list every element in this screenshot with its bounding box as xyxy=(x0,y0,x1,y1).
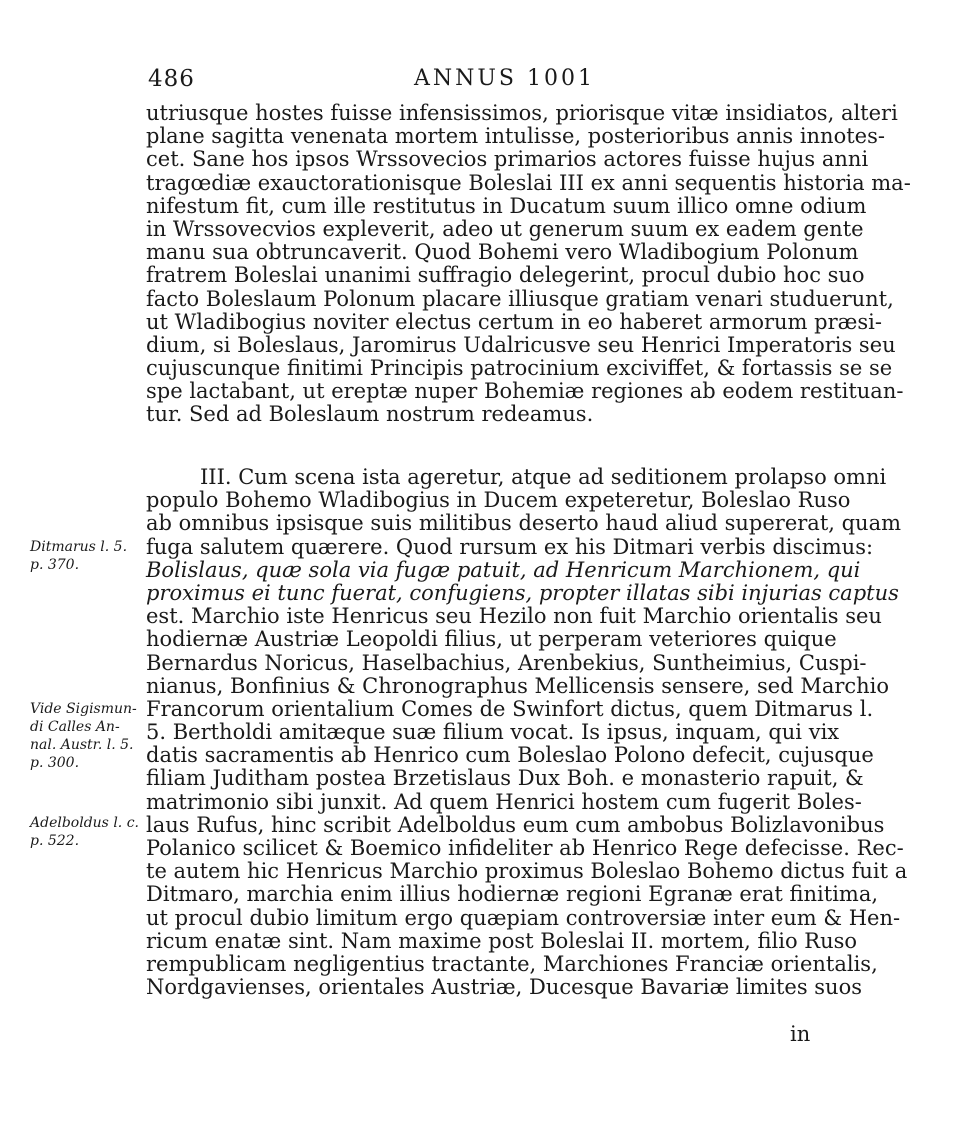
text-line: populo Bohemo Wladibogius in Ducem expeteretur, Boleslao Ruso xyxy=(146,488,851,513)
text-line: tragœdiæ exauctorationisque Boleslai III ex anni sequentis historia ma- xyxy=(146,170,911,195)
text-line: proximus ei tunc fuerat, confugiens, propter illatas sibi injurias captus xyxy=(146,580,899,605)
margin-note-line: nal. Austr. l. 5. xyxy=(30,737,134,753)
text-line: III. Cum scena ista ageretur, atque ad seditionem prolapso omni xyxy=(200,465,887,489)
text-line: nianus, Bonfinius & Chronographus Mellicensis sensere, sed Marchio xyxy=(146,673,890,698)
text-line: laus Rufus, hinc scribit Adelboldus eum cum ambobus Bolizlavonibus xyxy=(146,812,885,837)
text-line: in Wrssovecvios expleverit, adeo ut generum suum ex eadem gente xyxy=(146,216,864,241)
margin-note-line: Ditmarus l. 5. xyxy=(30,539,128,555)
text-line: fuga salutem quærere. Quod rursum ex his Ditmari verbis discimus: xyxy=(146,534,874,559)
text-line: spe lactabant, ut ereptæ nuper Bohemiæ regiones ab eodem restituan- xyxy=(146,379,904,404)
running-header xyxy=(148,66,828,96)
text-line: fratrem Boleslai unanimi suffragio delegerint, procul dubio hoc suo xyxy=(146,263,865,288)
margin-note-line: Adelboldus l. c. xyxy=(30,815,139,831)
text-line: cujuscunque finitimi Principis patrocinium exciviffet, & fortassis se se xyxy=(146,356,893,381)
text-line: Francorum orientalium Comes de Swinfort dictus, quem Ditmarus l. xyxy=(146,696,874,721)
text-line: te autem hic Henricus Marchio proximus Boleslao Bohemo dictus fuit a xyxy=(146,859,908,884)
text-line: ab omnibus ipsisque suis militibus deserto haud aliud supererat, quam xyxy=(146,511,902,536)
text-line: ricum enatæ sint. Nam maxime post Boleslai II. mortem, filio Ruso xyxy=(146,928,858,953)
margin-note-line: p. 522. xyxy=(30,833,80,849)
margin-note-line: p. 370. xyxy=(30,557,80,573)
text-line: facto Boleslaum Polonum placare illiusque gratiam venari studuerunt, xyxy=(146,286,894,311)
text-line: Nordgavienses, orientales Austriæ, Ducesque Bavariæ limites suos xyxy=(146,975,862,1000)
text-line: Bernardus Noricus, Haselbachius, Arenbekius, Suntheimius, Cuspi- xyxy=(146,650,867,675)
text-line: ut Wladibogius noviter electus certum in eo haberet armorum præsi- xyxy=(146,309,882,334)
page-number: 486 xyxy=(148,66,195,92)
text-line: utriusque hostes fuisse infensissimos, priorisque vitæ insidiatos, alteri xyxy=(146,101,898,125)
text-line: ut procul dubio limitum ergo quæpiam controversiæ inter eum & Hen- xyxy=(146,905,901,930)
margin-note-line: di Calles An- xyxy=(30,719,120,735)
margin-note-adelboldus xyxy=(30,814,139,850)
text-line: nifestum fit, cum ille restitutus in Ducatum suum illico omne odium xyxy=(146,193,867,218)
margin-note-ditmarus xyxy=(30,538,127,574)
text-line: matrimonio sibi junxit. Ad quem Henrici hostem cum fugerit Boles- xyxy=(146,789,862,814)
text-line: est. Marchio iste Henricus seu Hezilo non fuit Marchio orientalis seu xyxy=(146,604,882,629)
text-line: cet. Sane hos ipsos Wrssovecios primarios actores fuisse hujus anni xyxy=(146,147,869,172)
text-line: hodiernæ Austriæ Leopoldi filius, ut perperam veteriores quique xyxy=(146,627,837,652)
text-line: Polanico scilicet & Boemico infideliter ab Henrico Rege defecisse. Rec- xyxy=(146,836,904,860)
catchword: in xyxy=(790,1022,811,1046)
text-line: Ditmaro, marchia enim illius hodiernæ regioni Egranæ erat finitima, xyxy=(146,882,879,907)
margin-note-calles xyxy=(30,700,137,772)
text-line: dium, si Boleslaus, Jaromirus Udalricusve seu Henrici Imperatoris seu xyxy=(146,332,896,357)
text-line: Bolislaus, quæ sola via fugæ patuit, ad Henricum Marchionem, qui xyxy=(146,557,861,582)
text-line: manu sua obtruncaverit. Quod Bohemi vero Wladibogium Polonum xyxy=(146,240,859,265)
paragraph-2 xyxy=(146,465,908,1000)
text-line: 5. Bertholdi amitæque suæ filium vocat. Is ipsus, inquam, qui vix xyxy=(146,720,840,745)
margin-note-line: Vide Sigismun- xyxy=(30,701,137,717)
margin-note-line: p. 300. xyxy=(30,755,80,771)
text-line: rempublicam negligentius tractante, Marchiones Franciæ orientalis, xyxy=(146,951,878,976)
text-line: datis sacramentis ab Henrico cum Boleslao Polono defecit, cujusque xyxy=(146,743,874,768)
text-line: filiam Juditham postea Brzetislaus Dux Boh. e monasterio rapuit, & xyxy=(146,766,864,791)
paragraph-1 xyxy=(146,101,911,427)
text-line: tur. Sed ad Boleslaum nostrum redeamus. xyxy=(146,402,594,427)
text-line: plane sagitta venenata mortem intulisse, posterioribus annis innotes- xyxy=(146,124,885,149)
running-title: ANNUS 1001 xyxy=(414,66,595,91)
